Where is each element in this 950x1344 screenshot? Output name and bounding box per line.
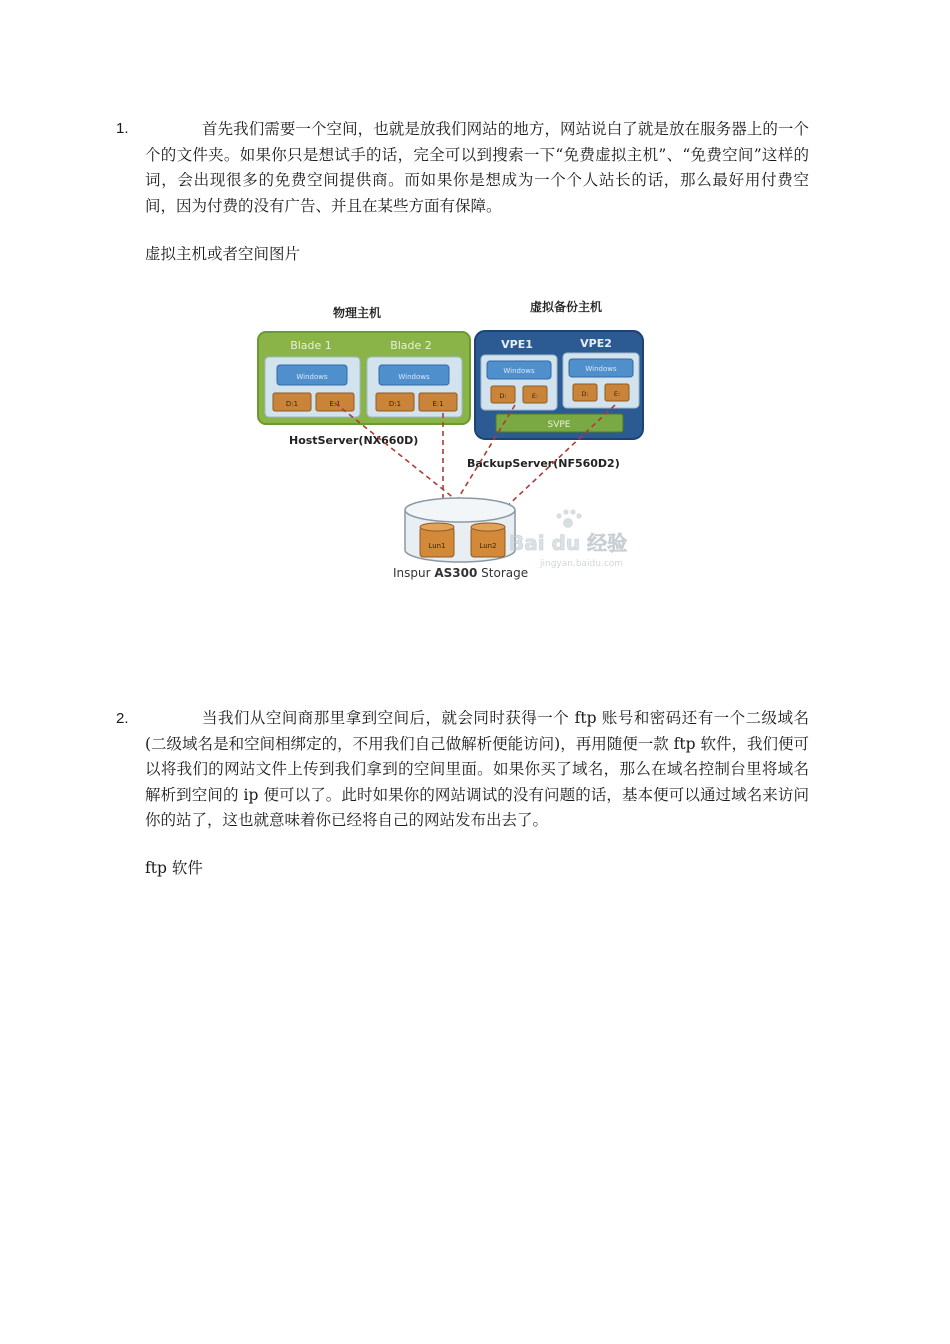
backup-server-label: BackupServer(NF560D2) (467, 457, 620, 470)
vpe2-disk-d-label: D: (581, 390, 589, 398)
lun2-disk-top (471, 523, 505, 531)
blade2-disk-d-label: D:1 (388, 400, 402, 408)
paw-icon-toe-4 (576, 513, 581, 518)
paragraph-2: 当我们从空间商那里拿到空间后，就会同时获得一个 ftp 账号和密码还有一个二级域名(二级域名是和空间相绑定的，不用我们自己做解析便能访问)，再用随便一款 ftp 软件，我们便可以将我们的网站文件上传到我们拿到的空间里面。如果你买了域名，那么在域名控制台里将域名解析到空间的 ip 便可以了。此时如果你的网站调试的没有问题的话，基本便可以通过域名来访问你的站了，这也就意味着你已经将自己的网站发布出去了。 (145, 709, 809, 829)
baidu-watermark (509, 509, 627, 569)
list-number-2: 2. (116, 710, 129, 727)
paragraph-1: 首先我们需要一个空间，也就是放我们网站的地方，网站说白了就是放在服务器上的一个个的文件夹。如果你只是想试手的话，完全可以到搜索一下“免费虚拟主机”、“免费空间”这样的词，会出现很多的免费空间提供商。而如果你是想成为一个个人站长的话，那么最好用付费空间，因为付费的没有广告、并且在某些方面有保障。 (145, 120, 809, 215)
blade1-windows-label: Windows (296, 373, 328, 381)
paw-icon (563, 518, 573, 528)
lun1-disk-top (420, 523, 454, 531)
diagram-svg (255, 295, 645, 595)
virtual-host-title: 虚拟备份主机 (529, 300, 603, 314)
storage-label-model: AS300 (434, 566, 478, 580)
storage-label-prefix: Inspur (393, 566, 435, 580)
blade1-disk-e-label: E:1 (329, 400, 341, 408)
paw-icon-toe-2 (563, 509, 568, 514)
blade1-disk-d-label: D:1 (285, 400, 299, 408)
blade2-windows-label: Windows (398, 373, 430, 381)
lun1-label: Lun1 (428, 542, 446, 550)
paw-icon-toe-1 (556, 513, 561, 518)
caption-ftp-software: ftp 软件 (145, 859, 203, 877)
vpe1-disk-e-label: E: (531, 392, 539, 400)
virtual-host-diagram (255, 295, 645, 595)
caption-hosting-image: 虚拟主机或者空间图片 (145, 245, 301, 263)
watermark-text: Bai du 经验 (509, 531, 628, 555)
storage-cylinder-top (405, 498, 515, 522)
lun2-label: Lun2 (479, 542, 497, 550)
list-number-1: 1. (116, 120, 129, 137)
host-server-label: HostServer(NX660D) (289, 434, 419, 447)
vpe2-windows-label: Windows (585, 365, 617, 373)
physical-host-title: 物理主机 (332, 306, 382, 320)
vpe1-label: VPE1 (501, 338, 533, 351)
watermark-url: jingyan.baidu.com (540, 559, 624, 569)
paw-icon-toe-3 (570, 509, 575, 514)
blade2-disk-e-label: E:1 (432, 400, 444, 408)
storage-label (393, 566, 528, 580)
vpe2-label: VPE2 (580, 337, 612, 350)
blade2-label: Blade 2 (390, 339, 432, 352)
vpe2-disk-e-label: E: (613, 390, 621, 398)
storage-label-suffix: Storage (477, 566, 529, 580)
vpe1-disk-d-label: D: (499, 392, 507, 400)
vpe1-windows-label: Windows (503, 367, 535, 375)
blade1-label: Blade 1 (290, 339, 332, 352)
svpe-label: SVPE (547, 420, 571, 430)
